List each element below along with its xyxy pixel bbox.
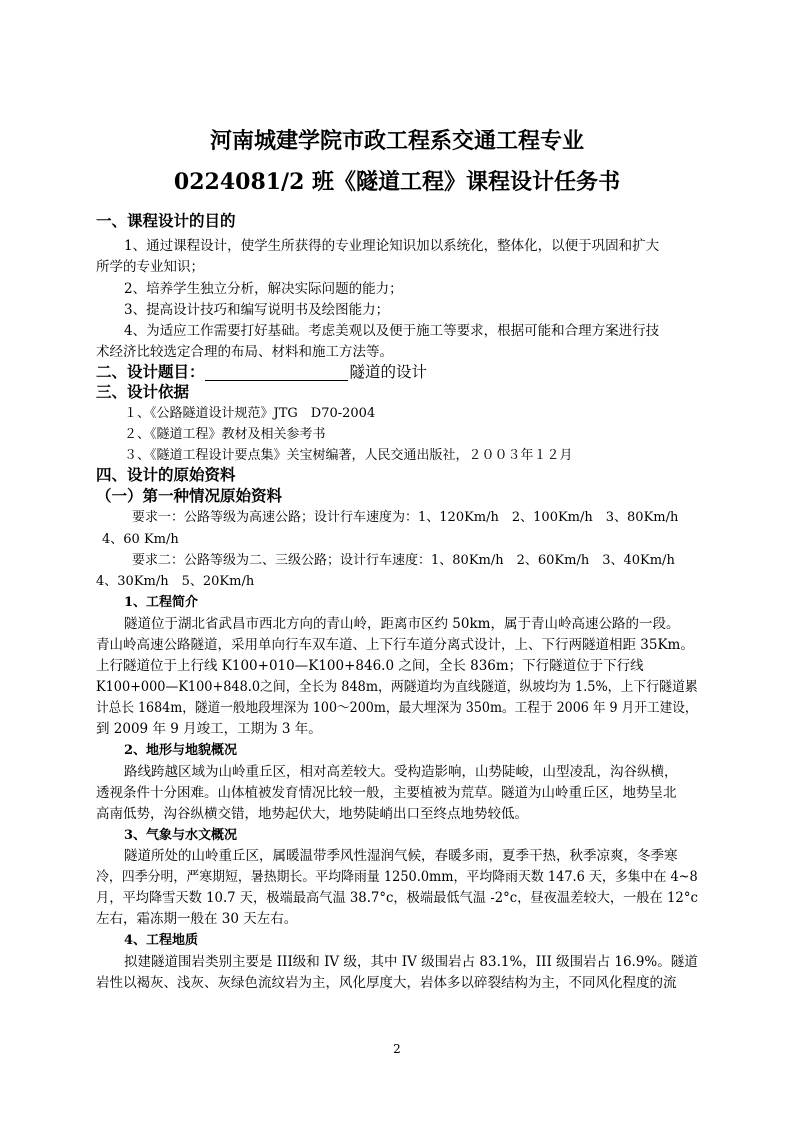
subsection4-heading: 4、工程地质 [124, 933, 199, 948]
section1-item1: 1、通过课程设计，使学生所获得的专业理论知识加以系统化，整体化，以便于巩固和扩大 [124, 238, 660, 254]
reference-1: １、《公路隧道设计规范》JTG D70-2004 [124, 406, 376, 421]
doc-title-line1: 河南城建学院市政工程系交通工程专业 [209, 128, 584, 154]
page-number: 2 [393, 1042, 401, 1056]
requirement-2-cont: 4、30Km/h 5、20Km/h [96, 574, 255, 589]
subsection3-heading: 3、气象与水文概况 [124, 828, 238, 843]
requirement-2: 要求二：公路等级为二、三级公路；设计行车速度：1、80Km/h 2、60Km/h 3、40Km/h [132, 553, 675, 568]
subsection3-line: 隧道所处的山岭重丘区，属暖温带季风性湿润气候，春暖多雨，夏季干热，秋季凉爽，冬季寒 [124, 848, 678, 864]
design-topic: 隧道的设计 [349, 363, 428, 381]
subsection3-line: 月，平均降雪天数 10.7 天，极端最高气温 38.7°c，极端最低气温 -2°c，昼夜温差较大，一般在 12°c [96, 890, 698, 906]
subsection1-line: 上行隧道位于上行线 K100+010—K100+846.0 之间，全长 836m；下行隧道位于下行线 [96, 658, 644, 674]
section1-item4: 4、为适应工作需要打好基础。考虑美观以及便于施工等要求，根据可能和合理方案进行技 [124, 323, 660, 339]
section4-heading: 四、设计的原始资料 [96, 465, 236, 484]
subsection2-line: 路线跨越区域为山岭重丘区，相对高差较大。受构造影响，山势陡峻，山型凌乱，沟谷纵横， [124, 764, 678, 780]
reference-2: ２、《隧道工程》教材及相关参考书 [124, 427, 326, 442]
subsection1-line: 隧道位于湖北省武昌市西北方向的青山岭，距离市区约 50km，属于青山岭高速公路的一段。 [124, 616, 680, 632]
subsection3-line: 冷，四季分明，严寒期短，暑热期长。平均降雨量 1250.0mm，平均降雨天数 147.6 天，多集中在 4~8 [96, 869, 698, 885]
subsection1-line: K100+000—K100+848.0之间，全长为 848m，两隧道均为直线隧道，纵坡均为 1.5%，上下行隧道累 [96, 679, 698, 695]
section2-heading: 二、设计题目： [96, 362, 205, 381]
subsection4-line: 拟建隧道围岩类别主要是 III级和 IV 级，其中 IV 级围岩占 83.1%，III 级围岩占 16.9%。隧道 [124, 954, 698, 970]
subsection2-heading: 2、地形与地貌概况 [124, 743, 238, 758]
section1-item3: 3、提高设计技巧和编写说明书及绘图能力； [124, 302, 390, 318]
case1-heading: （一）第一种情况原始资料 [96, 486, 283, 505]
section1-item1-cont: 所学的专业知识； [96, 259, 204, 275]
requirement-1: 要求一：公路等级为高速公路；设计行车速度为：1、120Km/h 2、100Km/h 3、80Km/h [132, 510, 679, 525]
subsection1-line: 计总长 1684m，隧道一般地段埋深为 100～200m，最大埋深为 350m。工程于 2006 年 9 月开工建设， [96, 700, 698, 716]
section1-item4-cont: 术经济比较选定合理的布局、材料和施工方法等。 [96, 344, 393, 360]
doc-title-line2: 0224081/2 班《隧道工程》课程设计任务书 [173, 169, 621, 195]
subsection1-line: 青山岭高速公路隧道，采用单向行车双车道、上下行车道分离式设计，上、下行两隧道相距 35Km。 [96, 637, 694, 653]
subsection3-line: 左右，霜冻期一般在 30 天左右。 [96, 911, 298, 927]
reference-3: ３、《隧道工程设计要点集》关宝树编著，人民交通出版社，２００３年１２月 [124, 448, 573, 463]
subsection2-line: 高南低势，沟谷纵横交错，地势起伏大，地势陡峭出口至终点地势较低。 [96, 806, 528, 822]
section1-heading: 一、课程设计的目的 [96, 211, 236, 230]
section3-heading: 三、设计依据 [96, 382, 190, 401]
subsection1-heading: 1、工程简介 [124, 595, 199, 610]
subsection1-line: 到 2009 年 9 月竣工，工期为 3 年。 [96, 721, 322, 737]
subsection2-line: 透视条件十分困难。山体植被发育情况比较一般，主要植被为荒草。隧道为山岭重丘区，地势呈北 [96, 785, 677, 801]
section2-line [96, 364, 427, 381]
requirement-1-cont: 4、60 Km/h [102, 532, 179, 547]
blank-underline [205, 367, 348, 381]
subsection4-line: 岩性以褐灰、浅灰、灰绿色流纹岩为主，风化厚度大，岩体多以碎裂结构为主，不同风化程度的流 [96, 975, 677, 991]
section1-item2: 2、培养学生独立分析，解决实际问题的能力； [124, 281, 403, 297]
